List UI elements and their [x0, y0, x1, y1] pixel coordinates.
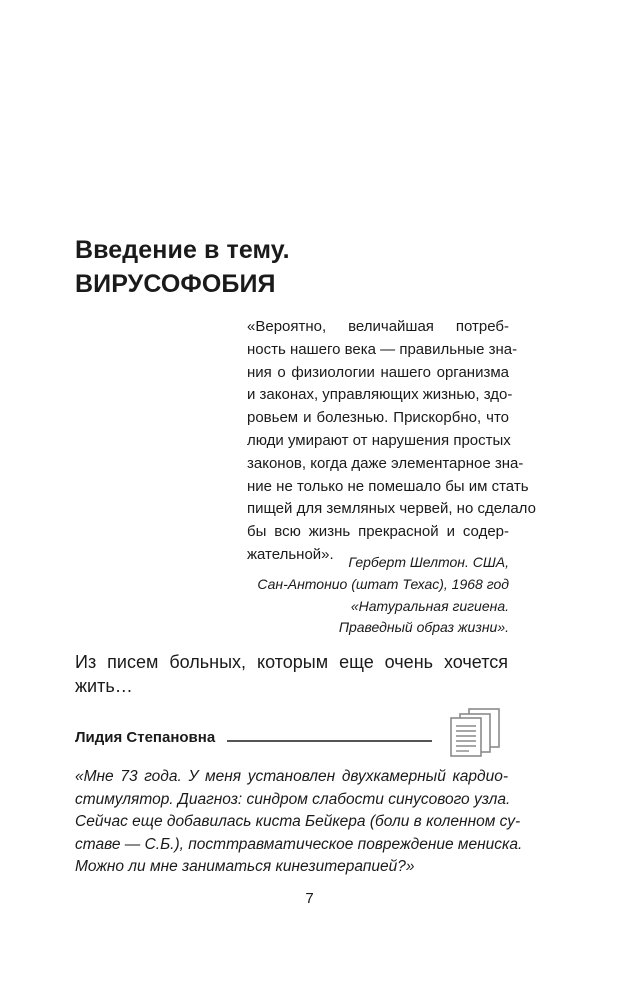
chapter-title-line-1: Введение в тему.: [75, 236, 290, 264]
epigraph-line: законов, когда даже элементарное зна-: [247, 454, 524, 472]
letter-line: Можно ли мне заниматься кинезитерапией?»: [75, 858, 415, 876]
letter-line: стимулятор. Диагноз: синдром слабости синусового узла.: [75, 790, 511, 808]
attribution-work-title-1: «Натуральная гигиена.: [350, 597, 509, 614]
epigraph-attribution: [257, 552, 509, 639]
documents-icon: [445, 706, 507, 758]
chapter-title-line-2: ВИРУСОФОБИЯ: [75, 270, 276, 298]
epigraph-line: ность нашего века — правильные зна-: [247, 340, 518, 358]
intro-line-1: Из писем больных, которым еще очень хочется: [75, 652, 508, 672]
epigraph-quote: [247, 316, 536, 567]
epigraph-line: ние не только не помешало бы им стать: [247, 477, 529, 495]
letter-quote: [75, 766, 523, 879]
letter-author-name: Лидия Степановна: [75, 729, 216, 746]
attribution-place: Сан-Антонио (штат Техас), 1968 год: [257, 575, 509, 592]
epigraph-line: «Вероятно, величайшая потреб-: [247, 318, 509, 335]
letter-line: «Мне 73 года. У меня установлен двухкамерный кардио-: [75, 768, 508, 785]
epigraph-line: и законах, управляющих жизнью, здо-: [247, 386, 513, 404]
attribution-work-title-2: Праведный образ жизни».: [338, 619, 509, 636]
attribution-author: Герберт Шелтон. США,: [348, 554, 509, 570]
intro-line-2: жить…: [75, 676, 133, 696]
intro-paragraph: [75, 650, 508, 698]
epigraph-line: пищей для земляных червей, но сделало: [247, 500, 536, 518]
epigraph-line: люди умирают от нарушения простых: [247, 431, 511, 449]
page-number: 7: [305, 890, 314, 907]
author-divider-line: [227, 740, 432, 742]
epigraph-line: ния о физиологии нашего организма: [247, 363, 509, 381]
letter-line: ставе — С.Б.), посттравматическое повреждение мениска.: [75, 835, 523, 853]
letter-line: Сейчас еще добавилась киста Бейкера (боли в коленном су-: [75, 813, 521, 831]
epigraph-line: ровьем и болезнью. Прискорбно, что: [247, 409, 509, 427]
epigraph-line: бы всю жизнь прекрасной и содер-: [247, 523, 509, 541]
chapter-title: [75, 233, 290, 301]
epigraph-line: жательной».: [247, 545, 334, 563]
